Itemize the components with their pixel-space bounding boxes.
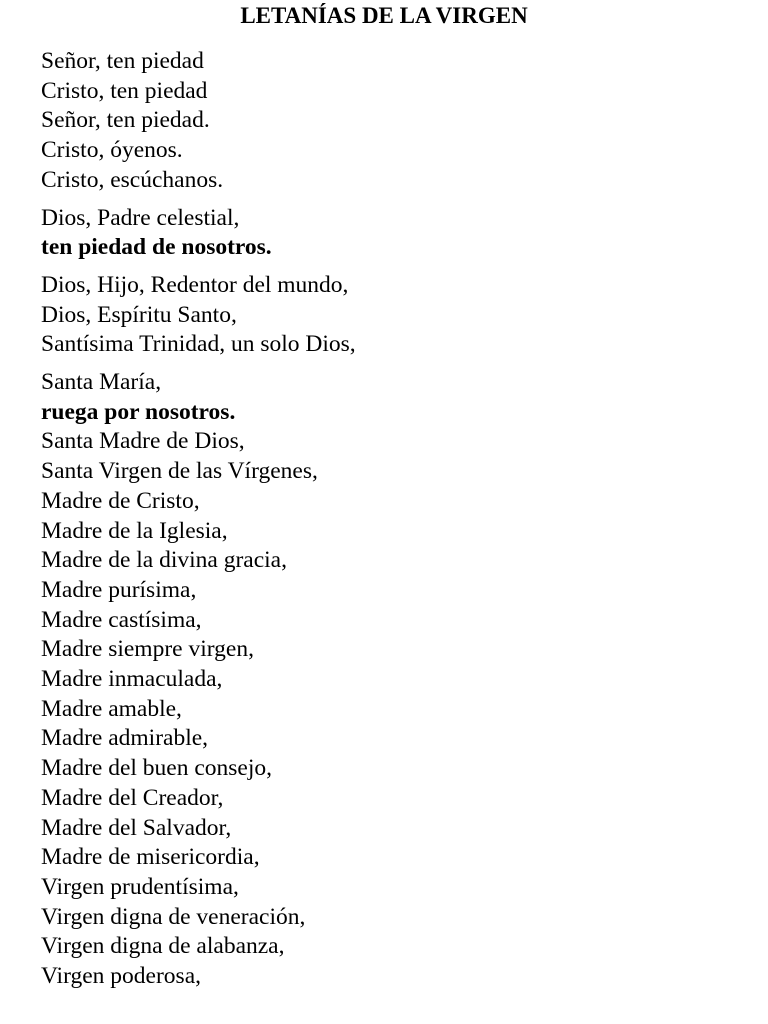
document-title: LETANÍAS DE LA VIRGEN — [240, 3, 528, 28]
invocation-line: Madre del Salvador, — [41, 814, 232, 841]
invocation-line: Santa Madre de Dios, — [41, 428, 245, 455]
invocation-line: Madre admirable, — [41, 725, 209, 752]
invocation-line: Santa Virgen de las Vírgenes, — [41, 458, 318, 485]
stanza — [41, 204, 741, 263]
response-line: ruega por nosotros. — [41, 398, 236, 425]
invocation-line: Santísima Trinidad, un solo Dios, — [41, 331, 356, 358]
invocation-line: Dios, Padre celestial, — [41, 204, 240, 231]
stanza — [41, 271, 741, 360]
invocation-line: Madre del buen consejo, — [41, 755, 273, 782]
litany-body — [41, 47, 741, 1000]
invocation-line: Madre purísima, — [41, 576, 197, 603]
invocation-line: Madre del Creador, — [41, 784, 224, 811]
invocation-line: Madre amable, — [41, 695, 182, 722]
invocation-line: Virgen poderosa, — [41, 963, 202, 990]
invocation-line: Madre siempre virgen, — [41, 636, 254, 663]
invocation-line: Señor, ten piedad — [41, 48, 204, 74]
stanza — [41, 368, 741, 992]
invocation-line: Virgen digna de alabanza, — [41, 933, 285, 960]
invocation-line: Dios, Hijo, Redentor del mundo, — [41, 271, 349, 298]
invocation-line: Cristo, ten piedad — [41, 77, 208, 104]
invocation-line: Madre de Cristo, — [41, 487, 200, 514]
invocation-line: Madre de la Iglesia, — [41, 517, 228, 544]
invocation-line: Madre de la divina gracia, — [41, 547, 287, 574]
stanza — [41, 47, 741, 196]
response-line: ten piedad de nosotros. — [41, 234, 272, 261]
invocation-line: Madre de misericordia, — [41, 844, 260, 871]
invocation-line: Señor, ten piedad. — [41, 107, 210, 134]
invocation-line: Madre castísima, — [41, 606, 202, 633]
invocation-line: Cristo, óyenos. — [41, 137, 183, 164]
invocation-line: Dios, Espíritu Santo, — [41, 301, 237, 328]
invocation-line: Cristo, escúchanos. — [41, 166, 224, 193]
invocation-line: Madre inmaculada, — [41, 666, 223, 693]
invocation-line: Virgen digna de veneración, — [41, 903, 306, 930]
invocation-line: Virgen prudentísima, — [41, 873, 239, 900]
invocation-line: Santa María, — [41, 369, 162, 396]
